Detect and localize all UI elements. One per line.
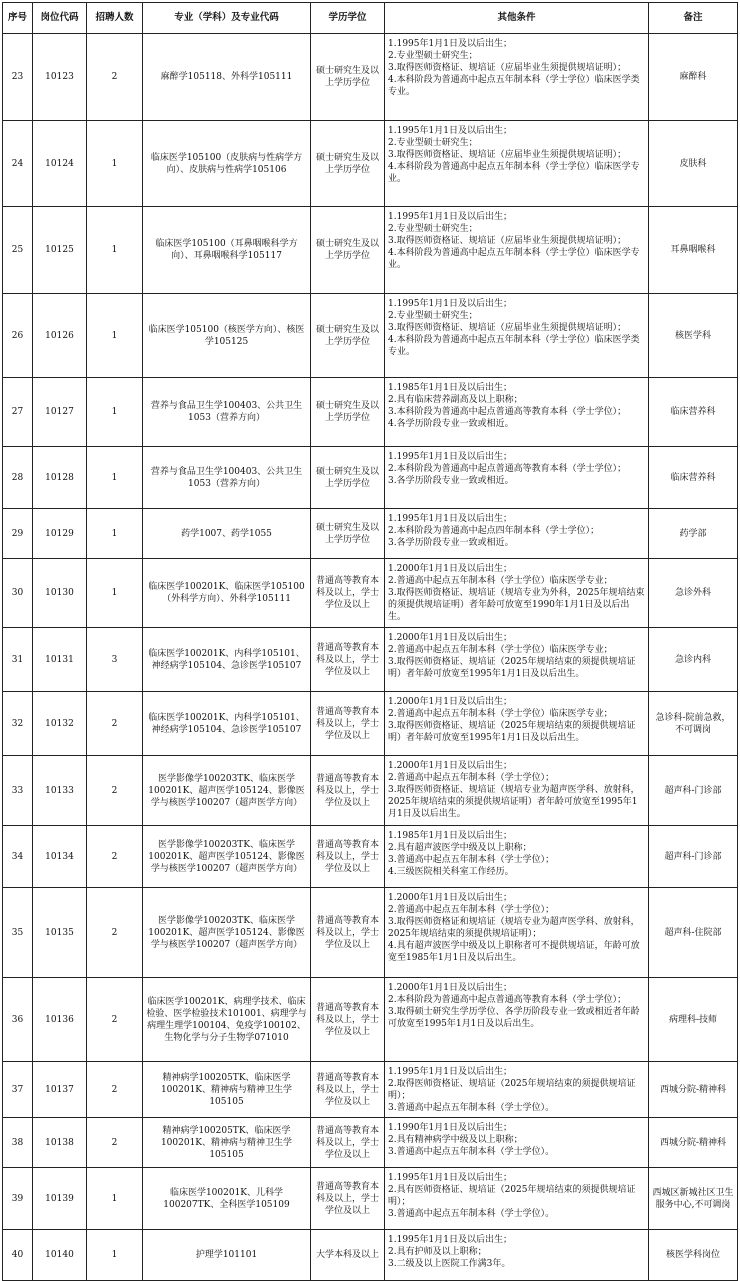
condition-line: 1.2000年1月1日及以后出生；	[388, 983, 512, 993]
cell-conditions	[385, 1168, 649, 1230]
condition-line: 2.具有精神病学中级及以上职称；	[388, 1135, 523, 1145]
cell-no: 31	[3, 628, 33, 692]
cell-notes: 超声科-住院部	[649, 888, 738, 978]
recruitment-table	[2, 2, 738, 1281]
condition-line: 2.具有超声波医学中级及以上职称；	[388, 843, 532, 853]
cell-count: 2	[87, 888, 143, 978]
condition-line: 2.本科阶段为普通高中起点普通高等教育本科（学士学位）；	[388, 464, 627, 474]
table-row	[3, 207, 738, 294]
cell-no: 23	[3, 34, 33, 121]
cell-education: 硕士研究生及以上学历学位	[311, 447, 385, 509]
cell-major: 临床医学105100（核医学方向）、核医学105125	[143, 294, 311, 378]
condition-line: 2.本科阶段为普通高中起点普通高等教育本科（学士学位）；	[388, 995, 627, 1005]
cell-no: 27	[3, 378, 33, 447]
cell-education: 普通高等教育本科及以上，学士学位及以上	[311, 888, 385, 978]
cell-notes: 超声科-门诊部	[649, 756, 738, 826]
cell-no: 40	[3, 1230, 33, 1281]
cell-no: 28	[3, 447, 33, 509]
cell-major: 医学影像学100203TK、临床医学100201K、超声医学105124、影像医学与核医学100207（超声医学方向）	[143, 756, 311, 826]
condition-line: 2.普通高中起点五年制本科（学士学位）临床医学专业；	[388, 576, 613, 586]
table-row	[3, 34, 738, 121]
cell-count: 1	[87, 207, 143, 294]
cell-conditions	[385, 294, 649, 378]
condition-line: 3.取得医师资格证、规培证（应届毕业生须提供规培证明）；	[388, 63, 627, 73]
condition-line: 2.专业型硕士研究生；	[388, 138, 478, 148]
cell-no: 29	[3, 509, 33, 559]
cell-conditions	[385, 826, 649, 888]
cell-education: 硕士研究生及以上学历学位	[311, 378, 385, 447]
condition-line: 1.1995年1月1日及以后出生；	[388, 1235, 512, 1245]
cell-notes: 麻醉科	[649, 34, 738, 121]
table-row	[3, 888, 738, 978]
cell-code: 10140	[33, 1230, 87, 1281]
cell-notes: 西城分院-精神科	[649, 1118, 738, 1168]
cell-education: 普通高等教育本科及以上，学士学位及以上	[311, 559, 385, 628]
cell-major: 营养与食品卫生学100403、公共卫生1053（营养方向）	[143, 378, 311, 447]
condition-line: 3.取得医师资格证、规培证（2025年规培结束的须提供规培证明）者年龄可放宽至1995年1月1日及以后出生。	[388, 721, 636, 743]
condition-line: 3.本科阶段为普通高中起点普通高等教育本科（学士学位）；	[388, 407, 627, 417]
cell-code: 10134	[33, 826, 87, 888]
table-header-row	[3, 3, 738, 34]
table-row	[3, 1062, 738, 1118]
cell-count: 2	[87, 978, 143, 1062]
cell-education: 普通高等教育本科及以上，学士学位及以上	[311, 1168, 385, 1230]
cell-no: 32	[3, 692, 33, 756]
recruitment-table-sheet	[2, 2, 738, 1281]
condition-line: 3.普通高中起点五年制本科（学士学位）。	[388, 1147, 555, 1157]
cell-code: 10132	[33, 692, 87, 756]
cell-count: 1	[87, 1168, 143, 1230]
condition-line: 3.普通高中起点五年制本科（学士学位）。	[388, 1103, 555, 1113]
condition-line: 4.本科阶段为普通高中起点五年制本科（学士学位）临床医学专业。	[388, 162, 640, 184]
table-row	[3, 509, 738, 559]
condition-line: 3.取得医师资格证、规培证（应届毕业生须提供规培证明）；	[388, 150, 627, 160]
cell-conditions	[385, 509, 649, 559]
cell-education: 硕士研究生及以上学历学位	[311, 207, 385, 294]
condition-line: 1.1995年1月1日及以后出生；	[388, 212, 512, 222]
cell-no: 35	[3, 888, 33, 978]
cell-major: 临床医学100201K、内科学105101、神经病学105104、急诊医学105107	[143, 628, 311, 692]
condition-line: 1.1990年1月1日及以后出生；	[388, 1123, 512, 1133]
cell-major: 临床医学105100（耳鼻咽喉科学方向）、耳鼻咽喉科学105117	[143, 207, 311, 294]
condition-line: 1.2000年1月1日及以后出生；	[388, 633, 512, 643]
condition-line: 2.专业型硕士研究生；	[388, 51, 478, 61]
condition-line: 4.三级医院相关科室工作经历。	[388, 867, 514, 877]
table-row	[3, 447, 738, 509]
cell-education: 普通高等教育本科及以上，学士学位及以上	[311, 756, 385, 826]
cell-notes: 核医学科	[649, 294, 738, 378]
table-row	[3, 1168, 738, 1230]
condition-line: 1.2000年1月1日及以后出生；	[388, 761, 512, 771]
condition-line: 2.普通高中起点五年制本科（学士学位）临床医学专业；	[388, 709, 613, 719]
table-row	[3, 121, 738, 207]
cell-count: 2	[87, 756, 143, 826]
cell-no: 30	[3, 559, 33, 628]
header-conditions: 其他条件	[385, 3, 649, 34]
cell-notes: 核医学科岗位	[649, 1230, 738, 1281]
cell-education: 硕士研究生及以上学历学位	[311, 34, 385, 121]
condition-line: 4.本科阶段为普通高中起点五年制本科（学士学位）临床医学专业。	[388, 248, 640, 270]
cell-count: 1	[87, 447, 143, 509]
cell-conditions	[385, 378, 649, 447]
cell-notes: 超声科-门诊部	[649, 826, 738, 888]
cell-major: 临床医学100201K、临床医学105100（外科学方向）、外科学105111	[143, 559, 311, 628]
condition-line: 2.具有护师及以上职称；	[388, 1247, 487, 1257]
table-row	[3, 826, 738, 888]
condition-line: 2.普通高中起点五年制本科（学士学位）；	[388, 905, 555, 915]
condition-line: 2.普通高中起点五年制本科（学士学位）；	[388, 773, 555, 783]
cell-code: 10130	[33, 559, 87, 628]
cell-code: 10123	[33, 34, 87, 121]
cell-notes: 皮肤科	[649, 121, 738, 207]
condition-line: 2.普通高中起点五年制本科（学士学位）临床医学专业；	[388, 645, 613, 655]
cell-code: 10126	[33, 294, 87, 378]
header-code: 岗位代码	[33, 3, 87, 34]
condition-line: 1.1995年1月1日及以后出生；	[388, 299, 512, 309]
header-major: 专业（学科）及专业代码	[143, 3, 311, 34]
cell-notes: 临床营养科	[649, 447, 738, 509]
cell-no: 25	[3, 207, 33, 294]
condition-line: 3.普通高中起点五年制本科（学士学位）；	[388, 855, 555, 865]
cell-code: 10137	[33, 1062, 87, 1118]
cell-education: 普通高等教育本科及以上，学士学位及以上	[311, 628, 385, 692]
condition-line: 3.各学历阶段专业一致或相近。	[388, 476, 514, 486]
cell-count: 1	[87, 509, 143, 559]
cell-count: 1	[87, 121, 143, 207]
table-row	[3, 978, 738, 1062]
condition-line: 4.本科阶段为普通高中起点五年制本科（学士学位）临床医学类专业。	[388, 335, 640, 357]
condition-line: 1.1985年1月1日及以后出生；	[388, 383, 512, 393]
condition-line: 3.二级及以上医院工作满3年。	[388, 1259, 511, 1269]
condition-line: 2.具有临床营养副高及以上职称；	[388, 395, 523, 405]
cell-conditions	[385, 207, 649, 294]
cell-code: 10128	[33, 447, 87, 509]
condition-line: 3.各学历阶段专业一致或相近。	[388, 538, 514, 548]
header-count: 招聘人数	[87, 3, 143, 34]
header-notes: 备注	[649, 3, 738, 34]
condition-line: 3.取得医师资格证、规培证（规培专业为超声医学科、放射科，2025年规培结束的须提供规培证明）者年龄可放宽至1995年1月1日及以后出生。	[388, 785, 640, 819]
cell-education: 硕士研究生及以上学历学位	[311, 509, 385, 559]
cell-major: 医学影像学100203TK、临床医学100201K、超声医学105124、影像医学与核医学100207（超声医学方向）	[143, 826, 311, 888]
cell-count: 2	[87, 1118, 143, 1168]
table-row	[3, 1118, 738, 1168]
cell-notes: 病理科-技师	[649, 978, 738, 1062]
condition-line: 3.取得硕士研究生学历学位、各学历阶段专业一致或相近者年龄可放宽至1995年1月1日及以后出生。	[388, 1007, 640, 1029]
cell-count: 2	[87, 1062, 143, 1118]
cell-notes: 急诊科-院前急救，不可调岗	[649, 692, 738, 756]
cell-no: 38	[3, 1118, 33, 1168]
cell-no: 33	[3, 756, 33, 826]
condition-line: 1.2000年1月1日及以后出生；	[388, 564, 512, 574]
cell-major: 医学影像学100203TK、临床医学100201K、超声医学105124、影像医学与核医学100207（超声医学方向）	[143, 888, 311, 978]
condition-line: 1.1995年1月1日及以后出生；	[388, 1067, 512, 1077]
cell-code: 10131	[33, 628, 87, 692]
table-row	[3, 378, 738, 447]
condition-line: 2.专业型硕士研究生；	[388, 311, 478, 321]
cell-code: 10136	[33, 978, 87, 1062]
cell-count: 1	[87, 1230, 143, 1281]
cell-conditions	[385, 756, 649, 826]
cell-major: 护理学101101	[143, 1230, 311, 1281]
condition-line: 4.具有超声波医学中级及以上职称者可不提供规培证，年龄可放宽至1985年1月1日及以后出生。	[388, 941, 640, 963]
cell-major: 临床医学100201K、病理学技术、临床检验、医学检验技术101001、病理学与病理生理学100104、免疫学100102、生物化学与分子生物学071010	[143, 978, 311, 1062]
condition-line: 3.普通高中起点五年制本科（学士学位）。	[388, 1209, 555, 1219]
cell-count: 1	[87, 294, 143, 378]
cell-no: 39	[3, 1168, 33, 1230]
cell-conditions	[385, 121, 649, 207]
table-row	[3, 294, 738, 378]
cell-conditions	[385, 1062, 649, 1118]
cell-major: 临床医学100201K、内科学105101、神经病学105104、急诊医学105107	[143, 692, 311, 756]
cell-conditions	[385, 888, 649, 978]
condition-line: 2.取得医师资格证、规培证（2025年规培结束的须提供规培证明）；	[388, 1079, 636, 1101]
cell-conditions	[385, 34, 649, 121]
cell-conditions	[385, 628, 649, 692]
cell-no: 24	[3, 121, 33, 207]
cell-major: 药学1007、药学1055	[143, 509, 311, 559]
cell-notes: 西城区新城社区卫生服务中心,不可调岗	[649, 1168, 738, 1230]
cell-major: 营养与食品卫生学100403、公共卫生1053（营养方向）	[143, 447, 311, 509]
cell-conditions	[385, 447, 649, 509]
cell-code: 10138	[33, 1118, 87, 1168]
condition-line: 2.专业型硕士研究生；	[388, 224, 478, 234]
cell-code: 10125	[33, 207, 87, 294]
cell-education: 大学本科及以上	[311, 1230, 385, 1281]
cell-count: 1	[87, 559, 143, 628]
cell-conditions	[385, 978, 649, 1062]
condition-line: 3.取得医师资格证、规培证（应届毕业生须提供规培证明）；	[388, 323, 627, 333]
table-row	[3, 559, 738, 628]
condition-line: 1.2000年1月1日及以后出生；	[388, 893, 512, 903]
cell-education: 普通高等教育本科及以上，学士学位及以上	[311, 826, 385, 888]
condition-line: 4.本科阶段为普通高中起点五年制本科（学士学位）临床医学类专业。	[388, 75, 640, 97]
condition-line: 2.本科阶段为普通高中起点四年制本科（学士学位）；	[388, 526, 600, 536]
condition-line: 3.取得医师资格证、规培证（规培专业为外科，2025年规培结束的须提供规培证明）者年龄可放宽至1990年1月1日及以后出生。	[388, 588, 645, 622]
cell-count: 3	[87, 628, 143, 692]
table-row	[3, 756, 738, 826]
cell-notes: 急诊外科	[649, 559, 738, 628]
cell-notes: 西城分院-精神科	[649, 1062, 738, 1118]
condition-line: 3.取得医师资格证、规培证（应届毕业生须提供规培证明）；	[388, 236, 627, 246]
cell-no: 37	[3, 1062, 33, 1118]
cell-conditions	[385, 1118, 649, 1168]
cell-education: 普通高等教育本科及以上，学士学位及以上	[311, 978, 385, 1062]
cell-notes: 耳鼻咽喉科	[649, 207, 738, 294]
table-row	[3, 1230, 738, 1281]
cell-code: 10127	[33, 378, 87, 447]
cell-major: 临床医学105100（皮肤病与性病学方向）、皮肤病与性病学105106	[143, 121, 311, 207]
cell-education: 普通高等教育本科及以上，学士学位及以上	[311, 1062, 385, 1118]
cell-count: 2	[87, 692, 143, 756]
cell-code: 10135	[33, 888, 87, 978]
cell-major: 精神病学100205TK、临床医学100201K、精神病与精神卫生学105105	[143, 1118, 311, 1168]
cell-no: 26	[3, 294, 33, 378]
cell-count: 2	[87, 34, 143, 121]
cell-major: 精神病学100205TK、临床医学100201K、精神病与精神卫生学105105	[143, 1062, 311, 1118]
cell-notes: 急诊内科	[649, 628, 738, 692]
cell-education: 普通高等教育本科及以上，学士学位及以上	[311, 692, 385, 756]
cell-major: 临床医学100201K、儿科学100207TK、全科医学105109	[143, 1168, 311, 1230]
condition-line: 3.取得医师资格证、规培证（2025年规培结束的须提供规培证明）者年龄可放宽至1995年1月1日及以后出生。	[388, 657, 636, 679]
cell-education: 硕士研究生及以上学历学位	[311, 294, 385, 378]
condition-line: 1.1995年1月1日及以后出生；	[388, 452, 512, 462]
condition-line: 1.1995年1月1日及以后出生；	[388, 126, 512, 136]
condition-line: 1.2000年1月1日及以后出生；	[388, 697, 512, 707]
table-row	[3, 628, 738, 692]
header-education: 学历学位	[311, 3, 385, 34]
condition-line: 3.取得医师资格证和规培证（规培专业为超声医学科、放射科，2025年规培结束的须提供规培证明）；	[388, 917, 640, 939]
cell-code: 10133	[33, 756, 87, 826]
cell-count: 1	[87, 378, 143, 447]
cell-code: 10129	[33, 509, 87, 559]
cell-notes: 药学部	[649, 509, 738, 559]
cell-conditions	[385, 1230, 649, 1281]
cell-conditions	[385, 692, 649, 756]
cell-no: 34	[3, 826, 33, 888]
condition-line: 1.1995年1月1日及以后出生；	[388, 1173, 512, 1183]
cell-education: 普通高等教育本科及以上，学士学位及以上	[311, 1118, 385, 1168]
cell-major: 麻醉学105118、外科学105111	[143, 34, 311, 121]
table-body	[3, 34, 738, 1281]
table-row	[3, 692, 738, 756]
cell-no: 36	[3, 978, 33, 1062]
cell-code: 10139	[33, 1168, 87, 1230]
condition-line: 1.1985年1月1日及以后出生；	[388, 831, 512, 841]
condition-line: 2.具有医师资格证、规培证（2025年规培结束的须提供规培证明）；	[388, 1185, 636, 1207]
cell-code: 10124	[33, 121, 87, 207]
condition-line: 4.各学历阶段专业一致或相近。	[388, 419, 514, 429]
cell-conditions	[385, 559, 649, 628]
cell-count: 2	[87, 826, 143, 888]
header-no: 序号	[3, 3, 33, 34]
condition-line: 1.1995年1月1日及以后出生；	[388, 514, 512, 524]
cell-notes: 临床营养科	[649, 378, 738, 447]
condition-line: 1.1995年1月1日及以后出生；	[388, 39, 512, 49]
cell-education: 硕士研究生及以上学历学位	[311, 121, 385, 207]
